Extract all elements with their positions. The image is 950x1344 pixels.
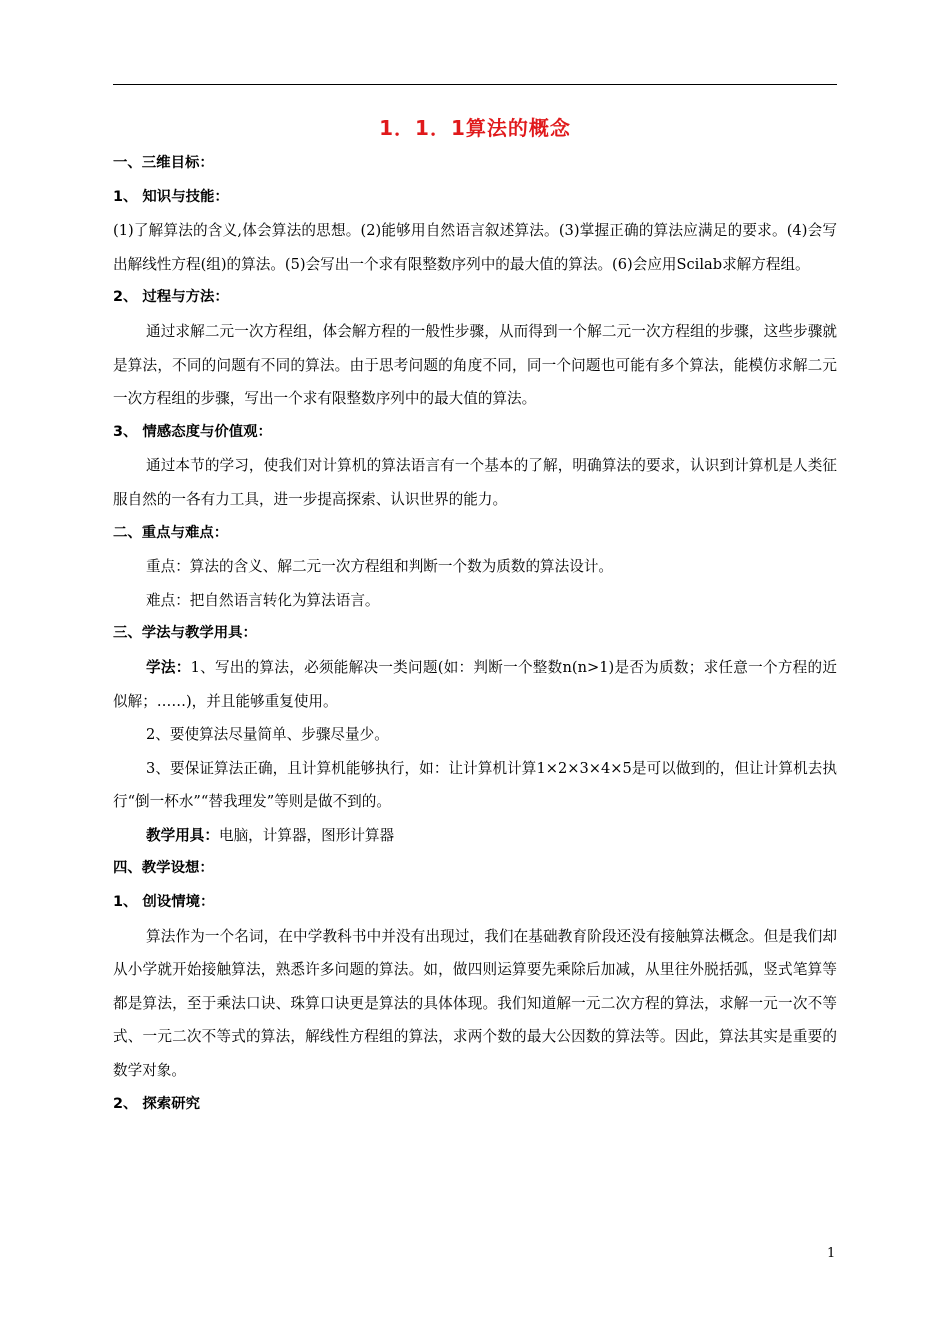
section-heading: 二、重点与难点： (113, 524, 229, 541)
page-number: 1 (827, 1246, 836, 1261)
paragraph-method (113, 651, 837, 718)
paragraph: 算法作为一个名词，在中学教科书中并没有出现过，我们在基础教育阶段还没有接触算法概念。但是我们却从小学就开始接触算法，熟悉许多问题的算法。如，做四则运算要先乘除后加减，从里往外脱括弧，竖式笔算等都是算法，至于乘法口诀、珠算口诀更是算法的具体体现。我们知道解一元二次方程的算法，求解一元一次不等式、一元二次不等式的算法，解线性方程组的算法，求两个数的最大公因数的算法等。因此，算法其实是重要的数学对象。 (113, 927, 837, 1080)
page-title: 1．1．1算法的概念 (379, 116, 571, 140)
paragraph: (1)了解算法的含义,体会算法的思想。(2)能够用自然语言叙述算法。(3)掌握正确的算法应满足的要求。(4)会写出解线性方程(组)的算法。(5)会写出一个求有限整数序列中的最大值的算法。(6)会应用Scilab求解方程组。 (113, 222, 837, 273)
paragraph: 通过本节的学习，使我们对计算机的算法语言有一个基本的了解，明确算法的要求，认识到计算机是人类征服自然的一各有力工具，进一步提高探索、认识世界的能力。 (113, 457, 837, 508)
paragraph-key-point: 重点：算法的含义、解二元一次方程组和判断一个数为质数的算法设计。 (146, 558, 614, 576)
header-rule (113, 84, 837, 85)
paragraph: 3、要保证算法正确，且计算机能够执行，如：让计算机计算1×2×3×4×5是可以做到的，但让计算机去执行“倒一杯水”“替我理发”等则是做不到的。 (113, 759, 837, 811)
paragraph-difficulty: 难点：把自然语言转化为算法语言。 (146, 591, 380, 609)
subsection-heading: 2、 探索研究 (113, 1095, 200, 1112)
paragraph-tools (113, 819, 837, 853)
method-text: 1、写出的算法，必须能解决一类问题(如：判断一个整数n(n>1)是否为质数；求任意一个方程的近似解；……)，并且能够重复使用。 (113, 658, 837, 710)
subsection-heading: 3、 情感态度与价值观： (113, 423, 272, 440)
paragraph: 2、要使算法尽量简单、步骤尽量少。 (146, 726, 389, 744)
document-body (113, 147, 837, 1121)
tools-text: 电脑，计算器，图形计算器 (218, 826, 395, 844)
tools-label: 教学用具： (146, 826, 219, 844)
section-heading: 一、三维目标： (113, 155, 214, 171)
subsection-heading: 1、 知识与技能： (113, 188, 229, 205)
section-heading: 四、教学设想： (113, 860, 214, 877)
subsection-heading: 2、 过程与方法： (113, 289, 229, 306)
section-heading: 三、学法与教学用具： (113, 625, 257, 642)
paragraph: 通过求解二元一次方程组，体会解方程的一般性步骤，从而得到一个解二元一次方程组的步骤，这些步骤就是算法，不同的问题有不同的算法。由于思考问题的角度不同，同一个问题也可能有多个算法，能模仿求解二元一次方程组的步骤，写出一个求有限整数序列中的最大值的算法。 (113, 322, 837, 408)
method-label: 学法： (146, 658, 191, 676)
subsection-heading: 1、 创设情境： (113, 894, 215, 911)
